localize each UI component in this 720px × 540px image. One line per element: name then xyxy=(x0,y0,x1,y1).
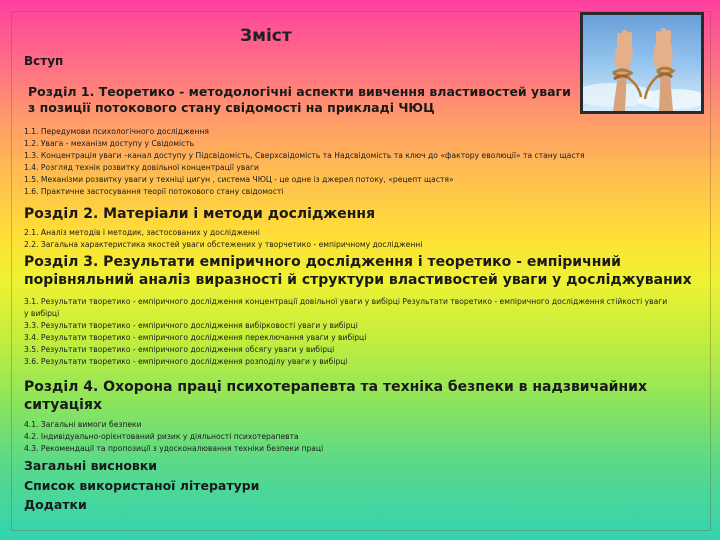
appendices-entry: Додатки xyxy=(24,497,87,512)
section-2-item: 2.1. Аналіз методів і методик, застосованих у дослідженні xyxy=(24,228,260,237)
section-4-item: 4.1. Загальні вимоги безпеки xyxy=(24,420,142,429)
hands-illustration xyxy=(583,15,701,111)
section-3-item: 3.4. Результати творетико - емпіричного дослідження переключання уваги у вибірці xyxy=(24,332,367,342)
section-3-item: 3.5. Результати творетико - емпіричного дослідження обсягу уваги у вибірці xyxy=(24,344,335,354)
section-2-title: Розділ 2. Матеріали і методи дослідження xyxy=(24,206,376,222)
section-1-item: 1.5. Механізми розвитку уваги у техніці цигун , система ЧЮЦ - це одне із джерел потоку, «рецепт щастя» xyxy=(24,174,454,184)
section-2-item: 2.2. Загальна характеристика якостей уваги обстежених у творчетико - емпіричному дослідженні xyxy=(24,239,423,249)
section-1-item: 1.4. Розгляд технік розвитку довільної концентрації уваги xyxy=(24,162,259,172)
intro-entry: Вступ xyxy=(24,54,64,68)
section-1-items xyxy=(24,126,585,198)
section-1-title: Розділ 1. Теоретико - методологічні аспекти вивчення властивостей уваги з позиції потокового стану свідомості на прикладі ЧЮЦ xyxy=(28,84,571,116)
section-3-items xyxy=(24,296,674,368)
section-4-items xyxy=(24,419,323,455)
hands-breaking-chains-icon xyxy=(580,12,704,114)
section-1-item: 1.1. Передумови психологічного дослідження xyxy=(24,127,209,136)
section-2-items xyxy=(24,227,422,251)
section-1-item: 1.2. Увага - механізм доступу у Свідомість xyxy=(24,138,195,148)
section-4-item: 4.2. Індивідуально-орієнтований ризик у діяльності психотерапевта xyxy=(24,431,299,441)
section-3-item: 3.6. Результати творетико - емпіричного дослідження розподілу уваги у вибірці xyxy=(24,356,348,366)
section-3-item: 3.3. Результати творетико - емпіричного дослідження вибірковості уваги у вибірці xyxy=(24,320,358,330)
references-entry: Список використаної літератури xyxy=(24,477,260,493)
conclusions-entry: Загальні висновки xyxy=(24,458,158,473)
closing-entries xyxy=(24,456,259,515)
section-3-title: Розділ 3. Результати емпіричного дослідження і теоретико - емпіричний порівняльний аналіз виразності й структури властивостей уваги у досліджуваних xyxy=(24,254,692,288)
section-4-title: Розділ 4. Охорона праці психотерапевта та техніка безпеки в надзвичайних ситуаціях xyxy=(24,379,647,413)
section-4-item: 4.3. Рекомендації та пропозиції з удосконалювання техніки безпеки праці xyxy=(24,443,324,453)
section-1-item: 1.3. Концентрація уваги –канал доступу у Підсвідомість, Сверхсвідомість та Надсвідомість та ключ до «фактору еволюції» та стану щастя xyxy=(24,150,585,160)
page-title: Зміст xyxy=(240,26,292,46)
section-3-item: 3.1. Результати творетико - емпіричного дослідження концентрації довільної уваги у вибірці Результати творетико - емпіричного дослідження стійкості уваги у вибірці xyxy=(24,297,668,318)
section-1-item: 1.6. Практичне застосування теорії потокового стану свідомості xyxy=(24,186,284,196)
